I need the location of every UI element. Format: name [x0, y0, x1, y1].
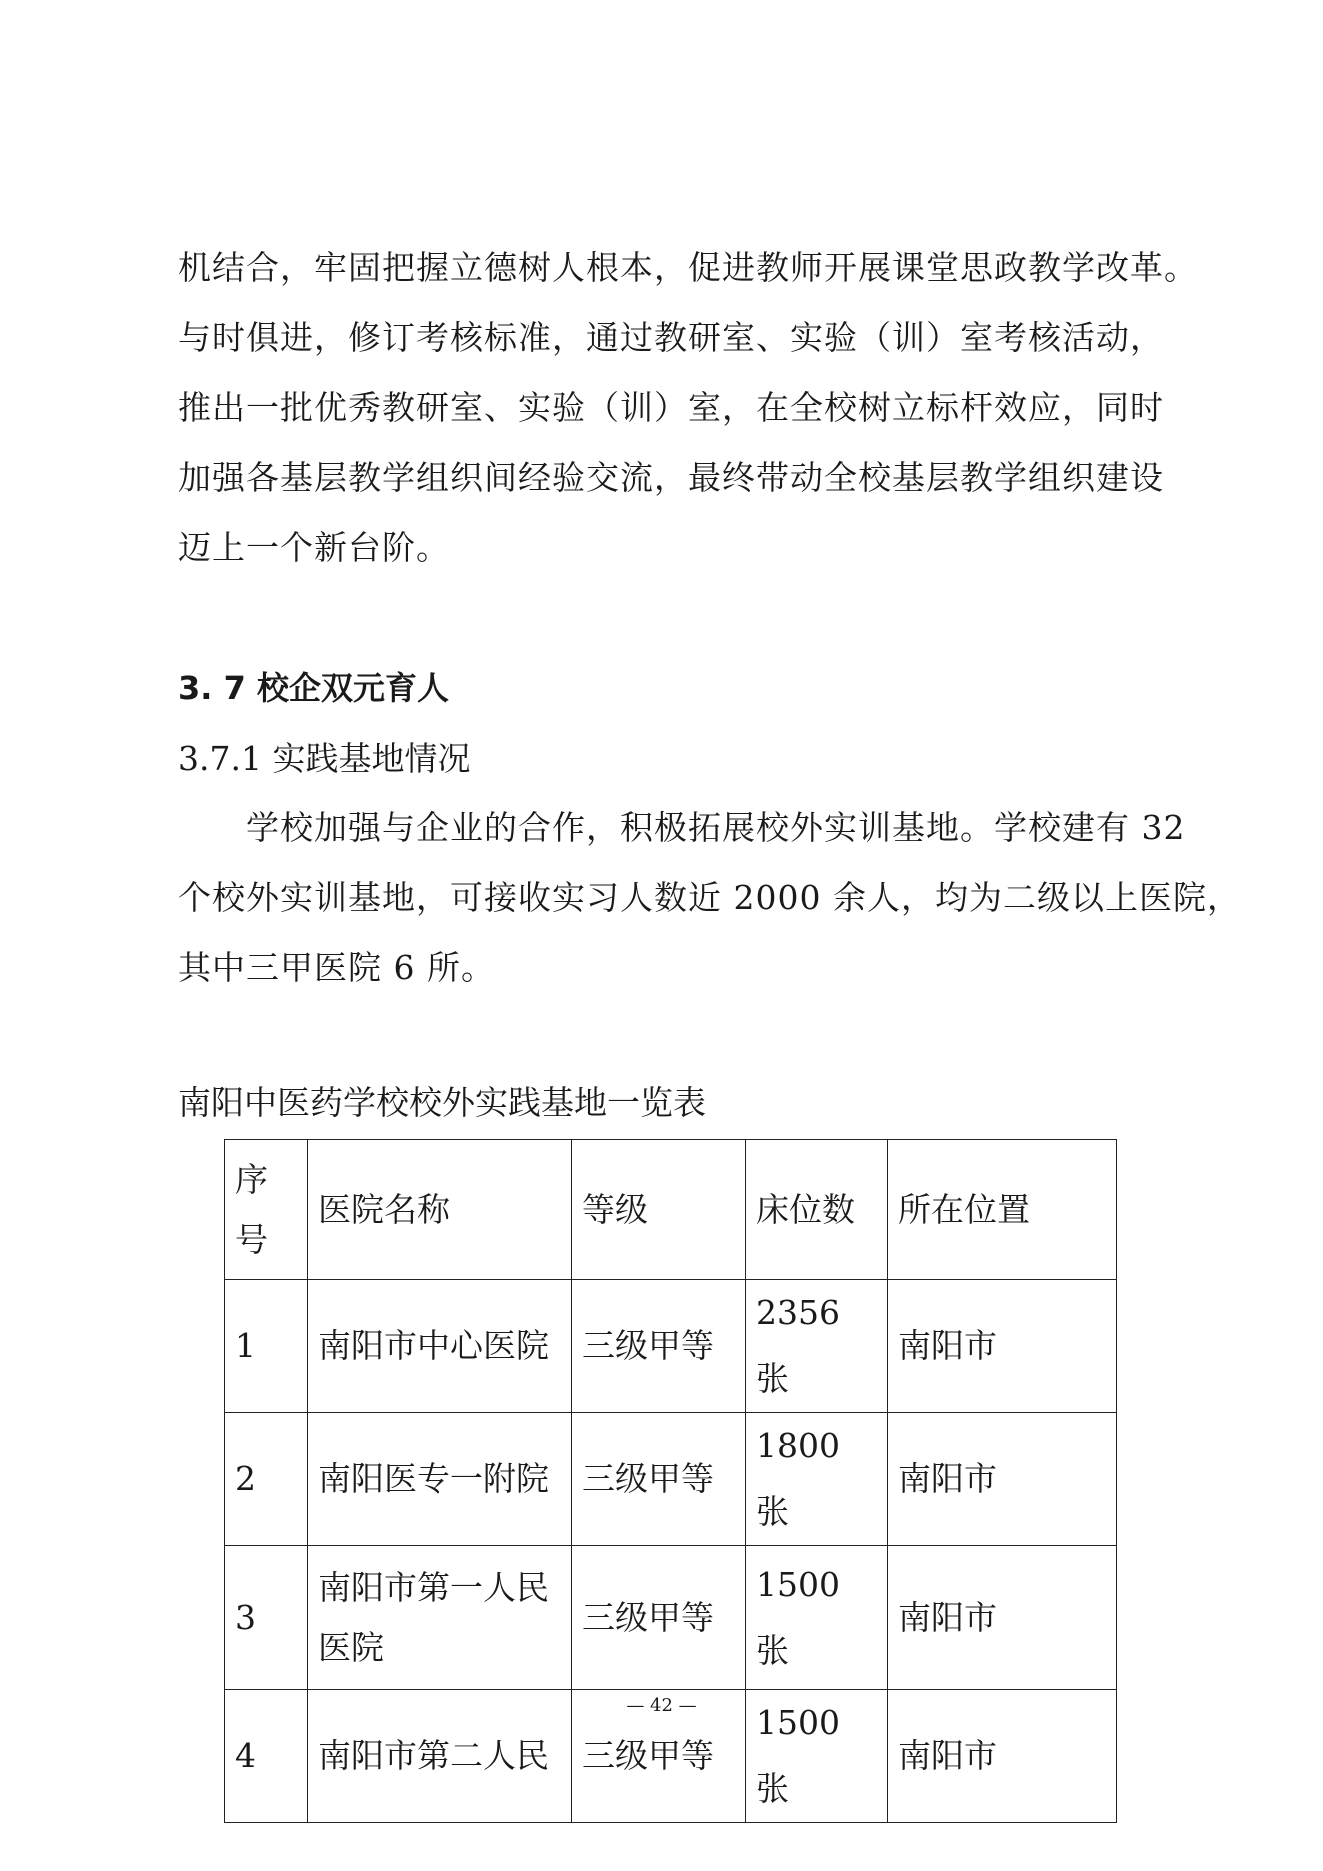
- table-row: [225, 1413, 1117, 1546]
- cell-name: 南阳市第二人民: [308, 1690, 572, 1823]
- paragraph1-line: 加强各基层教学组织间经验交流，最终带动全校基层教学组织建设: [178, 458, 1164, 497]
- header-name: 医院名称: [308, 1140, 572, 1280]
- paragraph1-line: 推出一批优秀教研室、实验（训）室，在全校树立标杆效应，同时: [178, 388, 1164, 427]
- header-index-line: 号: [235, 1219, 268, 1259]
- cell-name-line: 医院: [318, 1627, 384, 1667]
- cell-location: 南阳市: [888, 1690, 1117, 1823]
- cell-location: 南阳市: [888, 1546, 1117, 1690]
- cell-index: 2: [225, 1413, 308, 1546]
- paragraph2-line: 个校外实训基地，可接收实习人数近 2000 余人，均为二级以上医院，: [178, 878, 1241, 917]
- cell-name: 南阳市中心医院: [308, 1280, 572, 1413]
- header-location: 所在位置: [888, 1140, 1117, 1280]
- cell-name-line: 南阳市第一人民: [318, 1567, 549, 1607]
- subsection-title: 3.7.1 实践基地情况: [178, 739, 471, 778]
- cell-index: 3: [225, 1546, 308, 1690]
- table-row: [225, 1280, 1117, 1413]
- section-title: 3. 7 校企双元育人: [178, 669, 449, 707]
- practice-base-table: [224, 1139, 1117, 1823]
- cell-name: 南阳医专一附院: [308, 1413, 572, 1546]
- paragraph1-line: 与时俱进，修订考核标准，通过教研室、实验（训）室考核活动，: [178, 318, 1164, 357]
- paragraph2-line: 学校加强与企业的合作，积极拓展校外实训基地。学校建有 32: [246, 808, 1186, 847]
- cell-beds: 1800 张: [746, 1413, 888, 1546]
- header-grade: 等级: [572, 1140, 746, 1280]
- cell-beds: 2356 张: [746, 1280, 888, 1413]
- cell-index: 1: [225, 1280, 308, 1413]
- cell-index: 4: [225, 1690, 308, 1823]
- paragraph1-line: 机结合，牢固把握立德树人根本，促进教师开展课堂思政教学改革。: [178, 248, 1198, 287]
- cell-grade: 三级甲等: [572, 1546, 746, 1690]
- table-row: [225, 1546, 1117, 1690]
- table-caption: 南阳中医药学校校外实践基地一览表: [178, 1083, 706, 1122]
- header-index: [225, 1140, 308, 1280]
- cell-grade: 三级甲等: [572, 1280, 746, 1413]
- table-header-row: [225, 1140, 1117, 1280]
- cell-beds: 1500 张: [746, 1690, 888, 1823]
- header-index-line: 序: [235, 1159, 268, 1199]
- cell-location: 南阳市: [888, 1413, 1117, 1546]
- paragraph1-line: 迈上一个新台阶。: [178, 528, 450, 567]
- cell-beds: 1500 张: [746, 1546, 888, 1690]
- cell-name: [308, 1546, 572, 1690]
- paragraph2-line: 其中三甲医院 6 所。: [178, 948, 495, 987]
- cell-location: 南阳市: [888, 1280, 1117, 1413]
- header-beds: 床位数: [746, 1140, 888, 1280]
- cell-grade: 三级甲等: [572, 1690, 746, 1823]
- page-number: — 42 —: [626, 1695, 697, 1716]
- cell-grade: 三级甲等: [572, 1413, 746, 1546]
